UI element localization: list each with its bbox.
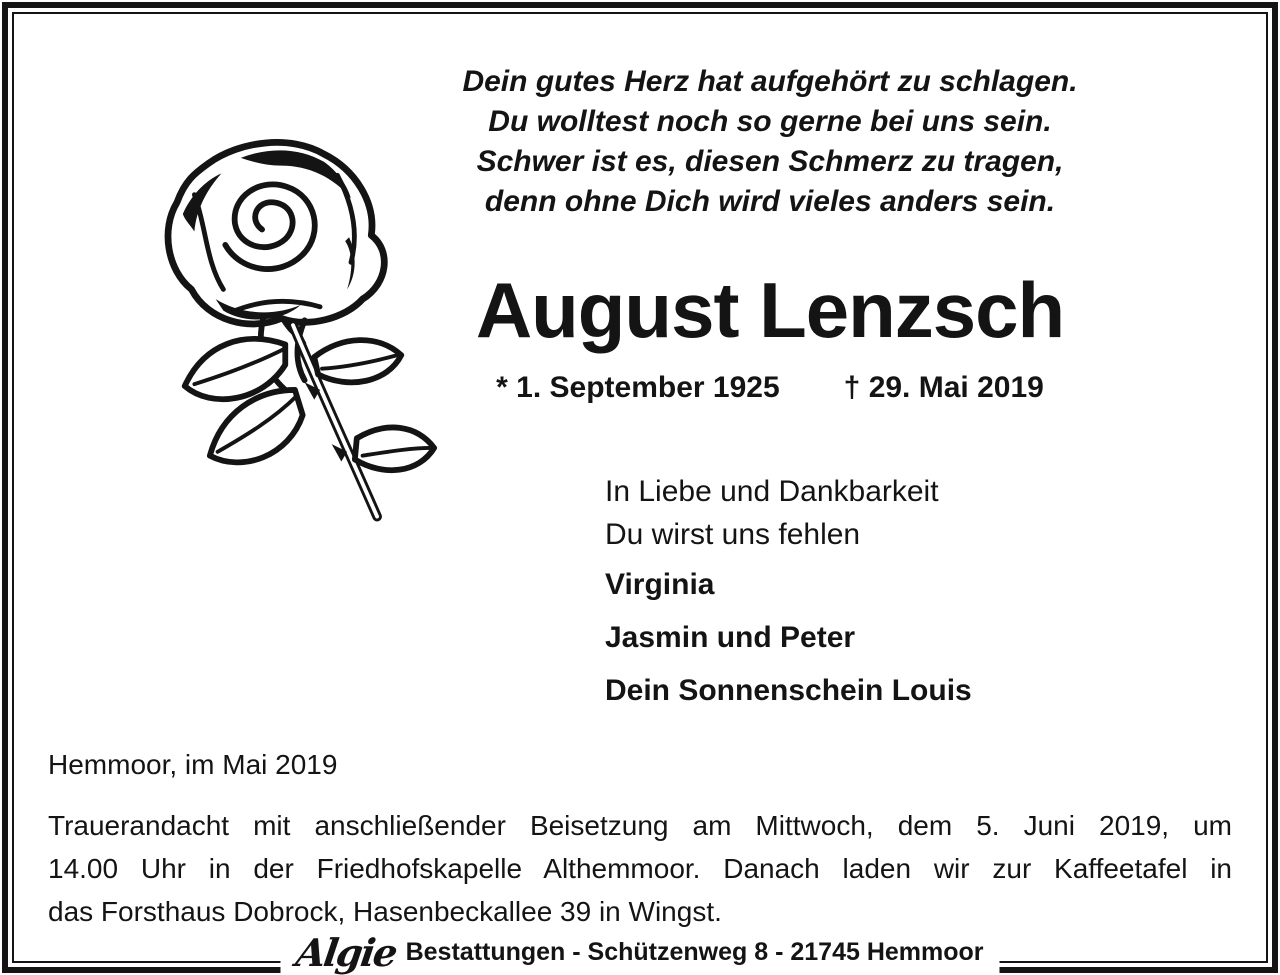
deceased-name: August Lenzsch [475, 266, 1065, 354]
memorial-poem [430, 62, 1110, 222]
announcement-line: Trauerandacht mit anschließender Beisetzung am Mittwoch, dem 5. Juni 2019, um [48, 810, 1232, 841]
poem-line: denn ohne Dich wird vieles anders sein. [484, 185, 1056, 218]
funeral-announcement [48, 804, 1232, 933]
birth-date: * 1. September 1925 [496, 371, 780, 404]
funeral-home-address: Bestattungen - Schützenweg 8 - 21745 Hemmoor [405, 937, 984, 966]
death-date: † 29. Mai 2019 [843, 371, 1044, 404]
farewell-line: Du wirst uns fehlen [605, 518, 861, 551]
mourner-name: Dein Sonnenschein Louis [605, 674, 972, 707]
life-dates [430, 368, 1110, 408]
farewell-text [605, 470, 939, 556]
poem-line: Du wolltest noch so gerne bei uns sein. [488, 105, 1052, 138]
announcement-line: das Forsthaus Dobrock, Hasenbeckallee 39 in Wingst. [48, 896, 722, 927]
farewell-line: In Liebe und Dankbarkeit [605, 475, 939, 508]
mourner-list [605, 558, 972, 717]
place-date-line: Hemmoor, im Mai 2019 [48, 749, 338, 780]
funeral-home-logo: Algie [293, 929, 399, 975]
mourner-name: Jasmin und Peter [605, 621, 856, 654]
poem-line: Dein gutes Herz hat aufgehört zu schlagen. [462, 65, 1078, 98]
announcement-line: 14.00 Uhr in der Friedhofskapelle Althemmoor. Danach laden wir zur Kaffeetafel in [48, 853, 1232, 884]
funeral-home-footer [280, 930, 999, 974]
mourner-name: Virginia [605, 568, 715, 601]
poem-line: Schwer ist es, diesen Schmerz zu tragen, [476, 145, 1064, 178]
